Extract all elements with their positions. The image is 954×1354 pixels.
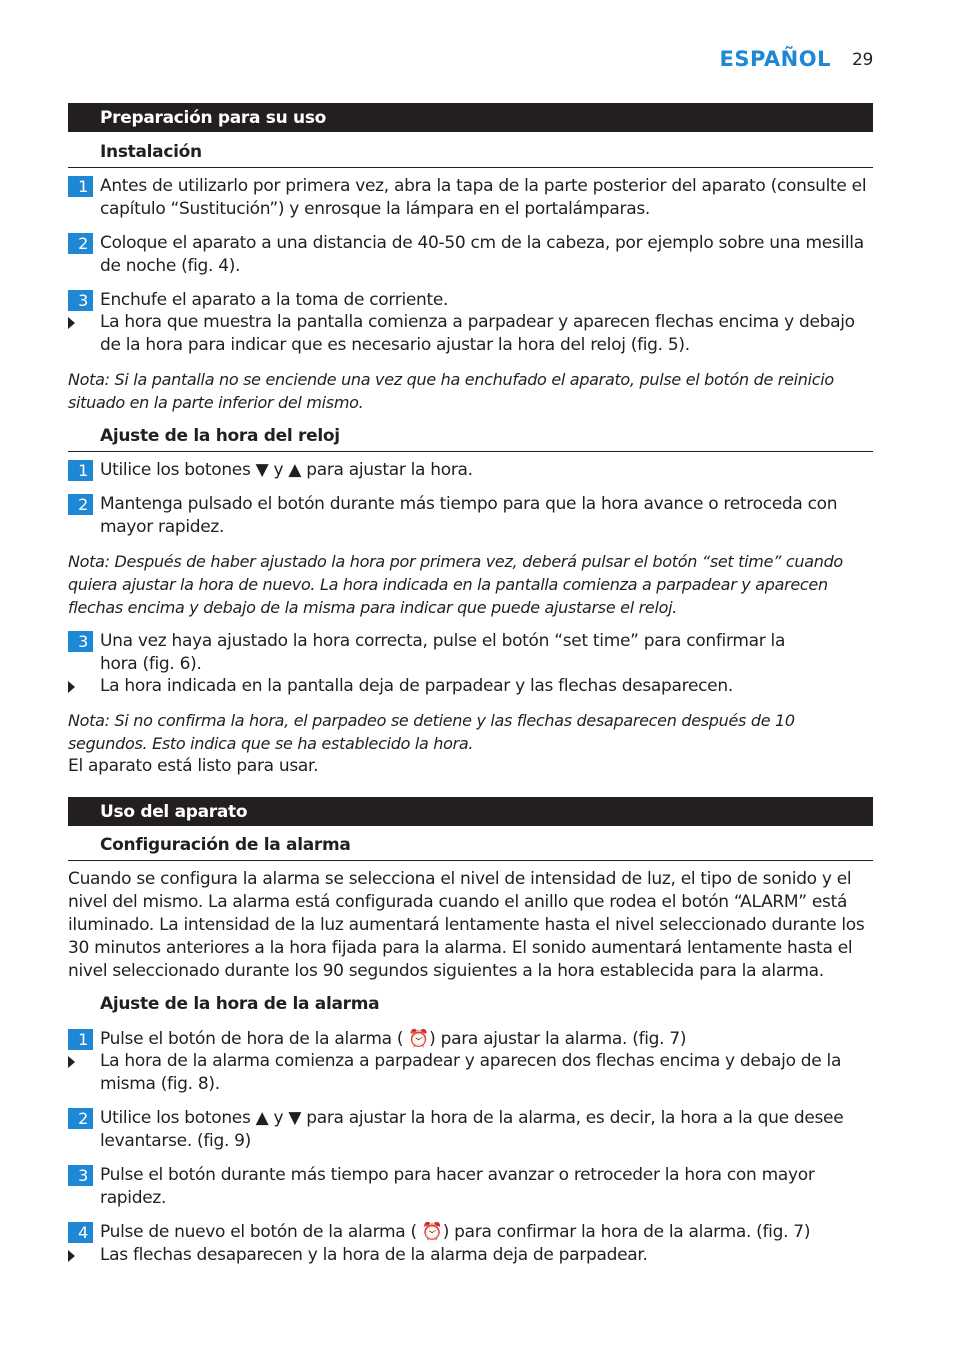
alarm-step-3 — [68, 1164, 873, 1210]
step-number: 4 — [68, 1222, 93, 1243]
bullet-text: La hora de la alarma comienza a parpadear y aparecen dos flechas encima y debajo de la misma (fig. 8). — [100, 1051, 842, 1094]
alarm-step-2 — [68, 1107, 873, 1153]
ready-text: El aparato está listo para usar. — [68, 756, 319, 776]
step-text: Utilice los botones ▼ y ▲ para ajustar la hora. — [100, 460, 473, 480]
step-number: 2 — [68, 1108, 93, 1129]
note-reset: Nota: Si la pantalla no se enciende una vez que ha enchufado el aparato, pulse el botón de reinicio situado en la parte inferior del mismo. — [68, 370, 834, 412]
language-header: ESPAÑOL — [719, 47, 831, 71]
step-number: 1 — [68, 176, 93, 197]
bullet-icon — [68, 681, 75, 693]
step-text: Antes de utilizarlo por primera vez, abra la tapa de la parte posterior del aparato (consulte el capítulo “Sustitución”) y enrosque la lámpara en el portalámparas. — [100, 176, 867, 219]
bullet-text: La hora indicada en la pantalla deja de parpadear y las flechas desaparecen. — [100, 676, 733, 696]
step-text: Coloque el aparato a una distancia de 40-50 cm de la cabeza, por ejemplo sobre una mesilla de noche (fig. 4). — [100, 233, 864, 276]
section-title-preparation: Preparación para su uso — [68, 103, 873, 132]
alarm-step-1 — [68, 1028, 873, 1051]
subsection-alarm-config: Configuración de la alarma — [68, 835, 873, 861]
alarm-step-4 — [68, 1221, 873, 1244]
alarm-result-bullet-2 — [68, 1244, 873, 1267]
install-result-bullet — [68, 311, 873, 357]
step-number: 1 — [68, 1029, 93, 1050]
install-step-3 — [68, 289, 873, 312]
clock-step-2 — [68, 493, 873, 539]
step-text: Una vez haya ajustado la hora correcta, pulse el botón “set time” para confirmar la hora (fig. 6). — [100, 631, 786, 674]
clock-step-1 — [68, 459, 873, 482]
install-step-1 — [68, 175, 873, 221]
step-text: Pulse de nuevo el botón de la alarma ( ⏰) para confirmar la hora de la alarma. (fig. 7) — [100, 1222, 811, 1242]
step-number: 3 — [68, 290, 93, 311]
step-text: Utilice los botones ▲ y ▼ para ajustar la hora de la alarma, es decir, la hora a la que desee levantarse. (fig. 9) — [100, 1108, 844, 1151]
alarm-result-bullet-1 — [68, 1050, 873, 1096]
step-number: 3 — [68, 1165, 93, 1186]
step-text: Pulse el botón durante más tiempo para hacer avanzar o retroceder la hora con mayor rapidez. — [100, 1165, 815, 1208]
bullet-icon — [68, 317, 75, 329]
note-confirm: Nota: Si no confirma la hora, el parpadeo se detiene y las flechas desaparecen después de 10 segundos. Esto indica que se ha establecido la hora. — [68, 711, 795, 753]
step-text: Pulse el botón de hora de la alarma ( ⏰) para ajustar la alarma. (fig. 7) — [100, 1029, 687, 1049]
step-number: 3 — [68, 631, 93, 652]
bullet-icon — [68, 1250, 75, 1262]
step-number: 2 — [68, 494, 93, 515]
clock-step-3 — [68, 630, 873, 676]
step-number: 1 — [68, 460, 93, 481]
step-text: Enchufe el aparato a la toma de corriente. — [100, 290, 449, 310]
subsection-alarm-time: Ajuste de la hora de la alarma — [100, 994, 380, 1014]
step-text: Mantenga pulsado el botón durante más tiempo para que la hora avance o retroceda con mayor rapidez. — [100, 494, 838, 537]
section-title-usage: Uso del aparato — [68, 797, 873, 826]
subsection-installation: Instalación — [68, 142, 873, 168]
step-number: 2 — [68, 233, 93, 254]
bullet-text: La hora que muestra la pantalla comienza a parpadear y aparecen flechas encima y debajo de la hora para indicar que es necesario ajustar la hora del reloj (fig. 5). — [100, 312, 855, 355]
subsection-clock-time: Ajuste de la hora del reloj — [68, 426, 873, 452]
note-set-time: Nota: Después de haber ajustado la hora por primera vez, deberá pulsar el botón “set time” cuando quiera ajustar la hora de nuevo. La hora indicada en la pantalla comienza a parpadear y aparecen flechas encima y debajo de la misma para indicar que puede ajustarse el reloj. — [68, 552, 843, 617]
clock-result-bullet — [68, 675, 873, 698]
page-number: 29 — [852, 50, 874, 70]
bullet-text: Las flechas desaparecen y la hora de la alarma deja de parpadear. — [100, 1245, 648, 1265]
alarm-intro-text: Cuando se configura la alarma se selecciona el nivel de intensidad de luz, el tipo de sonido y el nivel del mismo. La alarma está configurada cuando el anillo que rodea el botón “ALARM” está iluminado. La intensidad de la luz aumentará lentamente hasta el nivel seleccionado durante los 30 minutos anteriores a la hora fijada para la alarma. El sonido aumentará lentamente hasta el nivel seleccionado durante los 90 segundos siguientes a la hora establecida para la alarma. — [68, 869, 865, 981]
install-step-2 — [68, 232, 873, 278]
bullet-icon — [68, 1056, 75, 1068]
